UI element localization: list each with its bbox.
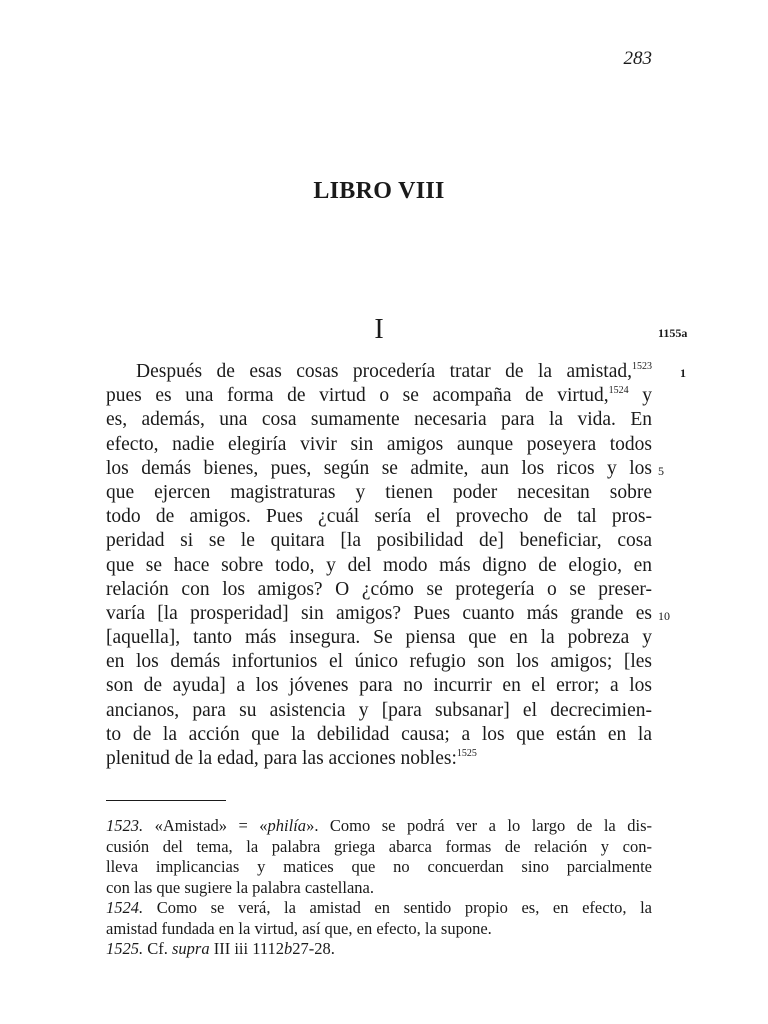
body-line: es, además, una cosa sumamente necesaria para la vida. En (106, 409, 652, 431)
footnote-1524 (106, 898, 652, 919)
page-number: 283 (623, 48, 652, 69)
footnote-text: III iii 1112 (209, 939, 284, 958)
body-line: todo de amigos. Pues ¿cuál sería el provecho de tal pros- (106, 506, 652, 528)
body-line (106, 747, 652, 771)
chapter-numeral: I (374, 314, 384, 345)
footnote-text: ». Como se podrá ver a lo largo de la dis- (306, 816, 652, 835)
footnote-1523 (106, 816, 652, 837)
footnote-ref-1523: 1523 (632, 361, 652, 372)
body-line: ancianos, para su asistencia y [para subsanar] el decrecimien- (106, 699, 652, 721)
body-line: que se hace sobre todo, y del modo más digno de elogio, en (106, 554, 652, 576)
margin-line-number-5: 5 (658, 464, 664, 478)
line-text: y (628, 385, 653, 407)
body-text (106, 360, 652, 771)
latin-term: supra (172, 939, 210, 958)
body-line: to de la acción que la debilidad causa; a los que están en la (106, 723, 652, 745)
body-line: en los demás infortunios el único refugio son los amigos; [les (106, 651, 652, 673)
body-line: efecto, nadie elegiría vivir sin amigos aunque poseyera todos (106, 433, 652, 455)
line-text: Después de esas cosas procedería tratar de la amistad, (136, 361, 632, 382)
footnote-line: con las que sugiere la palabra castellana. (106, 877, 374, 897)
footnote-line: lleva implicancias y matices que no concuerdan sino parcialmente (106, 857, 652, 876)
bekker-reference: 1155a (658, 326, 688, 340)
line-text: pues es una forma de virtud o se acompaña de virtud, (106, 385, 609, 407)
body-line (106, 360, 652, 384)
footnote-text: 27-28. (292, 939, 335, 958)
footnote-number: 1525. (106, 939, 144, 958)
body-line: son de ayuda] a los jóvenes para no incurrir en el error; a los (106, 675, 652, 697)
footnotes (106, 816, 652, 960)
footnote-ref-1524: 1524 (608, 385, 629, 397)
footnote-line: cusión del tema, la palabra griega abarca formas de relación y con- (106, 836, 652, 856)
footnote-text: Cf. (143, 939, 172, 958)
body-line: varía [la prosperidad] sin amigos? Pues cuanto más grande es (106, 602, 652, 624)
footnote-text: Como se verá, la amistad en sentido propio es, en efecto, la (143, 898, 652, 917)
footnote-1525 (106, 939, 652, 960)
footnote-number: 1524. (106, 898, 144, 917)
footnote-number: 1523. (106, 816, 144, 835)
margin-line-number-10: 10 (658, 609, 670, 623)
footnote-text: «Amistad» = « (143, 816, 268, 835)
footnote-separator (106, 800, 226, 801)
body-line: relación con los amigos? O ¿cómo se protegería o se preser- (106, 578, 652, 600)
book-title: LIBRO VIII (313, 178, 445, 204)
greek-term: philía (267, 816, 307, 835)
margin-line-number-1: 1 (680, 366, 686, 380)
footnote-ref-1525: 1525 (456, 748, 477, 759)
body-line: [aquella], tanto más insegura. Se piensa que en la pobreza y (106, 627, 652, 649)
footnote-line: amistad fundada en la virtud, así que, en efecto, la supone. (106, 918, 492, 938)
body-line: que ejercen magistraturas y tienen poder necesitan sobre (106, 481, 652, 503)
line-text: plenitud de la edad, para las acciones nobles: (106, 748, 457, 769)
body-line: los demás bienes, pues, según se admite, aun los ricos y los (106, 457, 652, 479)
body-line: peridad si se le quitara [la posibilidad de] beneficiar, cosa (106, 530, 652, 552)
footnote-text: b (283, 939, 293, 958)
body-line (106, 384, 652, 408)
